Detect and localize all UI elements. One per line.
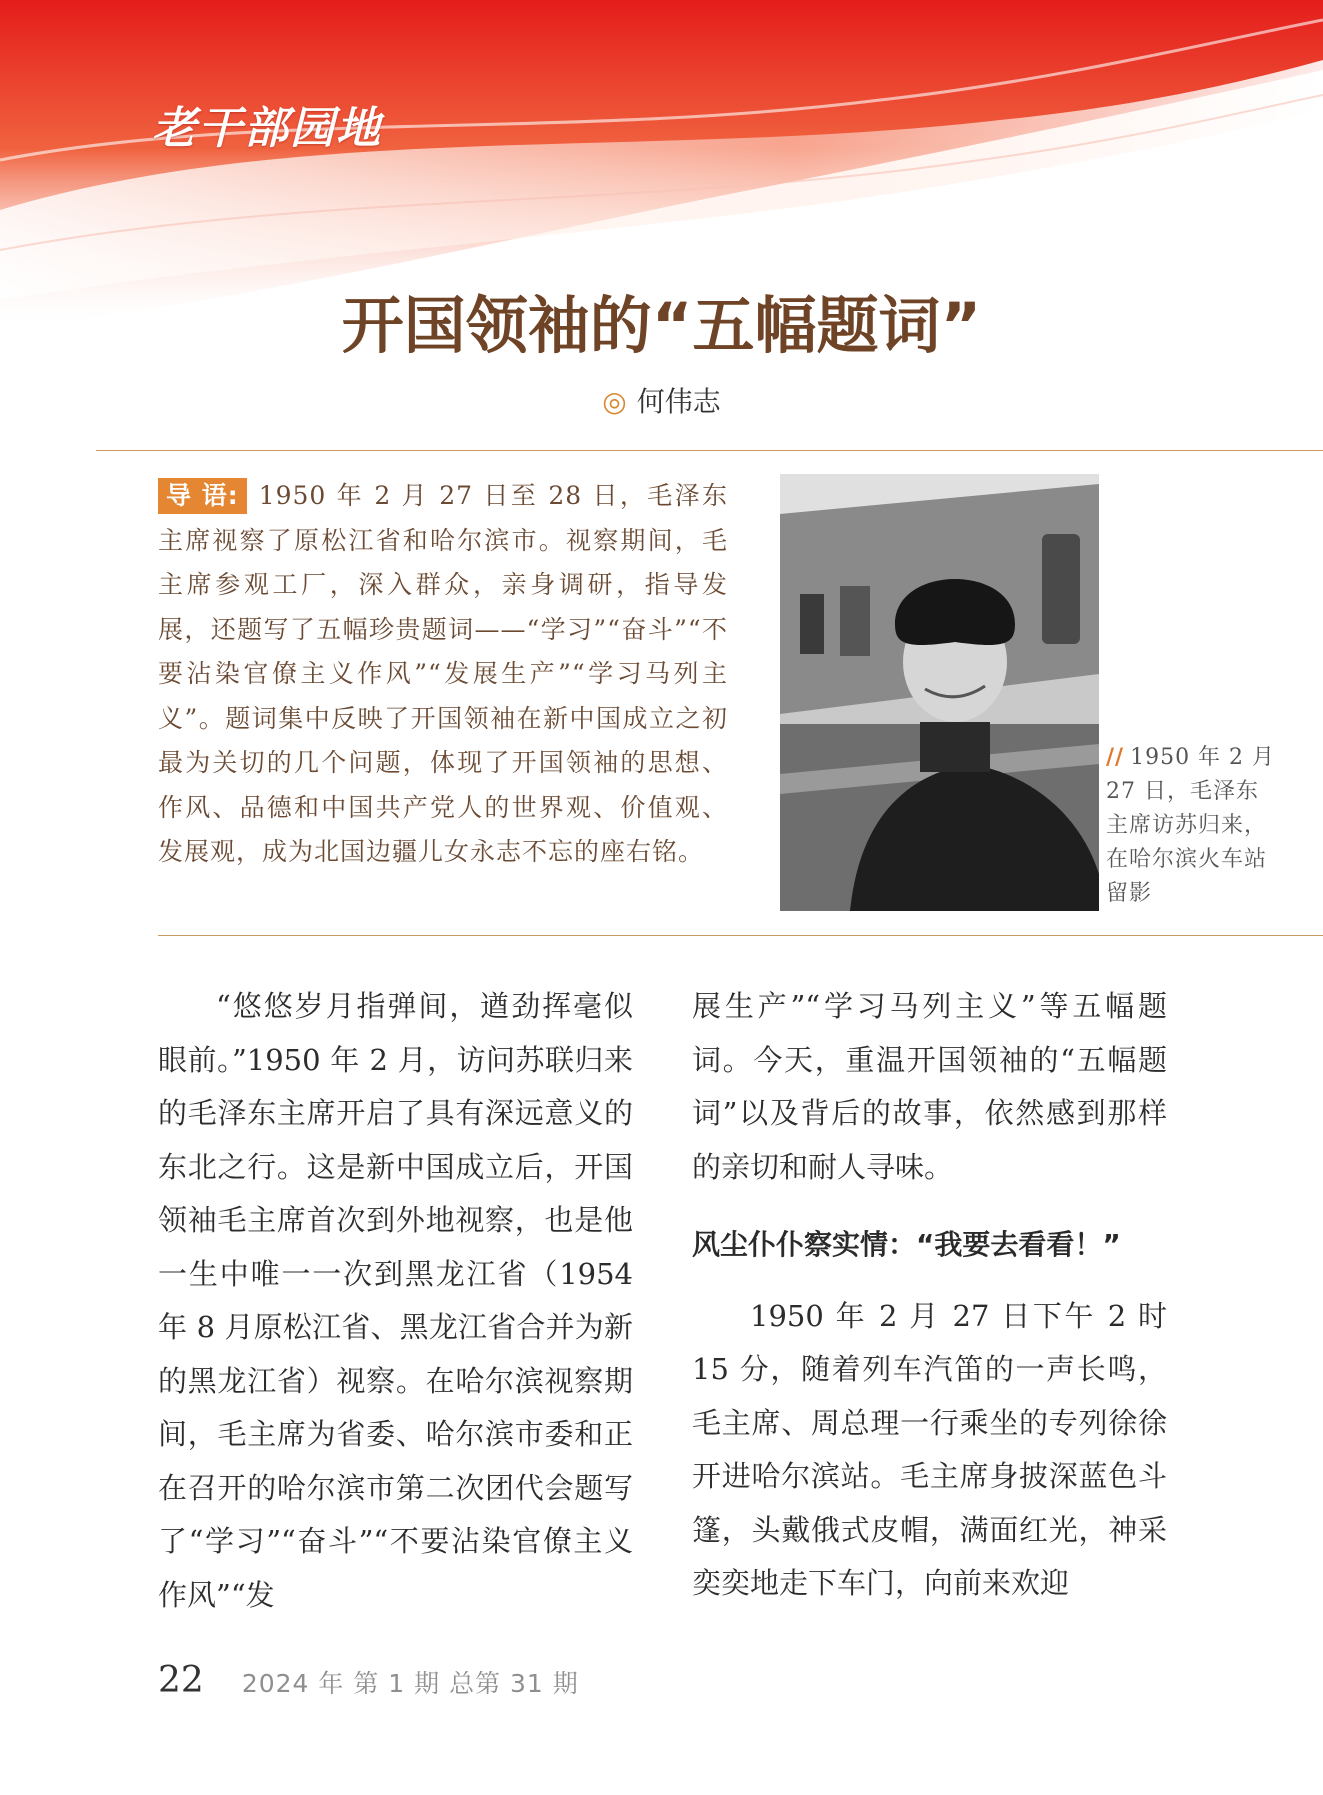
- body-paragraph: 展生产”“学习马列主义”等五幅题词。今天，重温开国领袖的“五幅题词”以及背后的故事，依然感到那样的亲切和耐人寻味。: [692, 989, 1167, 1184]
- body-column-left: [158, 980, 633, 1622]
- page-number: 22: [158, 1660, 204, 1701]
- author-line: [0, 380, 1323, 420]
- lead-text: 1950 年 2 月 27 日至 28 日，毛泽东主席视察了原松江省和哈尔滨市。视察期间，毛主席参观工厂，深入群众，亲身调研，指导发展，还题写了五幅珍贵题词——“学习”“奋斗”“不要沾染官僚主义作风”“发展生产”“学习马列主义”。题词集中反映了开国领袖在新中国成立之初最为关切的几个问题，体现了开国领袖的思想、作风、品德和中国共产党人的世界观、价值观、发展观，成为北国边疆儿女永志不忘的座右铭。: [158, 481, 728, 866]
- photo-caption: [1106, 740, 1276, 911]
- caption-text: 1950 年 2 月 27 日，毛泽东主席访苏归来，在哈尔滨火车站留影: [1106, 745, 1276, 906]
- author-bullet-icon: ◎: [602, 385, 627, 418]
- body-column-right: [692, 980, 1167, 1611]
- lead-bottom-divider: [158, 935, 1323, 936]
- article-title: 开国领袖的“五幅题词”: [341, 289, 982, 362]
- body-paragraph: 1950 年 2 月 27 日下午 2 时 15 分，随着列车汽笛的一声长鸣，毛主席、周总理一行乘坐的专列徐徐开进哈尔滨站。毛主席身披深蓝色斗篷，头戴俄式皮帽，满面红光，神采奕奕地走下车门，向前来欢迎: [692, 1298, 1167, 1600]
- body-paragraph: “悠悠岁月指弹间，遒劲挥毫似眼前。”1950 年 2 月，访问苏联归来的毛泽东主席开启了具有深远意义的东北之行。这是新中国成立后，开国领袖毛主席首次到外地视察，也是他一生中唯一一次到黑龙江省（1954 年 8 月原松江省、黑龙江省合并为新的黑龙江省）视察。在哈尔滨视察期间，毛主席为省委、哈尔滨市委和正在召开的哈尔滨市第二次团代会题写了“学习”“奋斗”“不要沾染官僚主义作风”“发: [158, 989, 633, 1612]
- issue-info: 2024 年 第 1 期 总第 31 期: [241, 1669, 579, 1698]
- author-name: 何伟志: [636, 385, 721, 418]
- magazine-brand: 老干部园地: [152, 103, 382, 154]
- historical-photo: [780, 474, 1099, 911]
- lead-label: 导 语:: [158, 478, 247, 514]
- section-subheading: 风尘仆仆察实情：“我要去看看！”: [692, 1228, 1121, 1261]
- lead-top-divider: [96, 450, 1323, 451]
- caption-slash-icon: //: [1106, 744, 1125, 770]
- lead-paragraph: [158, 474, 728, 875]
- page-footer: [158, 1660, 579, 1701]
